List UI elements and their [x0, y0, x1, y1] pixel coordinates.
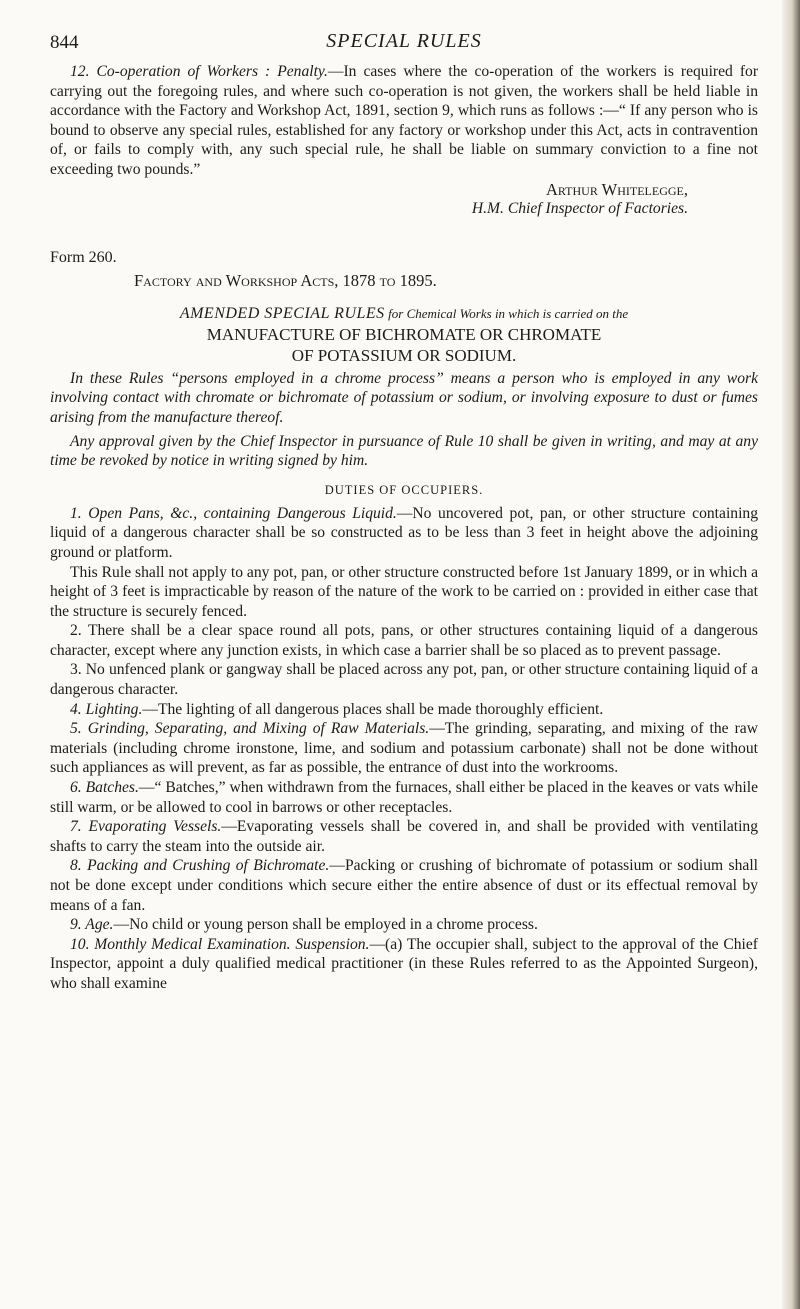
rule-heading: 4. Lighting. — [70, 700, 143, 718]
rule-paragraph — [50, 915, 758, 935]
rule-heading: 8. Packing and Crushing of Bichromate. — [70, 857, 330, 875]
rule-paragraph — [50, 778, 758, 817]
rules-list — [50, 504, 758, 994]
rule-heading: 6. Batches. — [70, 779, 139, 797]
rule-paragraph — [50, 660, 758, 699]
rule-paragraph — [50, 563, 758, 622]
page-header — [50, 0, 758, 62]
amended-title: AMENDED SPECIAL RULES — [179, 304, 385, 322]
acts-heading: Factory and Workshop Acts, 1878 to 1895. — [134, 270, 437, 290]
rule-heading: 9. Age. — [70, 916, 114, 934]
intro-definition: In these Rules “persons employed in a chrome process” means a person who is employed in any work involving contact with chromate or bichromate of potassium or sodium, or involving exposure to dust or fumes arising from the manufacture thereof. — [50, 369, 758, 426]
signature-name: Arthur Whitelegge, — [545, 179, 688, 199]
rule-text: 2. There shall be a clear space round all pots, pans, or other structures containing liquid of a dangerous character, except where any junction exists, in which case a barrier shall be so placed as to prevent passage. — [50, 622, 758, 659]
rule-paragraph — [50, 700, 758, 720]
rule-text: —“ Batches,” when withdrawn from the furnaces, shall either be placed in the keaves or vats while still warm, or be allowed to cool in barrows or other receptacles. — [50, 779, 758, 816]
rule-12-text: —In cases where the co-operation of the workers is required for carrying out the foregoing rules, and where such co-operation is not given, the workers shall be held liable in accordance with the Factory and Workshop Act, 1891, section 9, which runs as follows :—“ If any person who is bound to observe any special rules, established for any factory or workshop under this Act, acts in contravention of, or fails to comply with, any such special rule, he shall be liable on summary conviction to a fine not exceeding two pounds.” — [50, 63, 759, 178]
rule-text: —No uncovered pot, pan, or other structure containing liquid of a dangerous character shall be so constructed as to be less than 3 feet in height above the adjoining ground or platform. — [50, 504, 758, 561]
duties-heading: DUTIES OF OCCUPIERS. — [324, 482, 484, 497]
rule-paragraph — [50, 856, 758, 915]
rule-heading: 7. Evaporating Vessels. — [70, 818, 222, 836]
book-page — [50, 0, 758, 994]
intro-approval: Any approval given by the Chief Inspector in pursuance of Rule 10 shall be given in writing, and may at any time be revoked by notice in writing signed by him. — [50, 432, 758, 470]
rule-12-paragraph — [50, 62, 758, 180]
rule-text: —The grinding, separating, and mixing of the raw materials (including chrome ironstone, lime, and sodium and potassium carbonate) shall not be done without such appliances as will prevent, as far as possible, the entrance of dust into the workrooms. — [50, 720, 758, 777]
rule-12-heading: 12. Co-operation of Workers : Penalty. — [70, 63, 328, 80]
signature-block — [50, 180, 758, 219]
manufacture-title-line-2: OF POTASSIUM OR SODIUM. — [291, 345, 517, 365]
rule-text: 3. No unfenced plank or gangway shall be placed across any pot, pan, or other structure containing liquid of a dangerous character. — [50, 661, 758, 699]
rule-paragraph — [50, 719, 758, 778]
running-head: SPECIAL RULES — [326, 30, 482, 52]
rule-heading: 10. Monthly Medical Examination. Suspension. — [70, 935, 370, 953]
form-number: Form 260. — [50, 248, 117, 266]
rule-text: —The lighting of all dangerous places shall be made thoroughly efficient. — [142, 700, 604, 718]
rule-text: —Evaporating vessels shall be covered in, and shall be provided with ventilating shafts to carry the steam into the outside air. — [50, 818, 758, 855]
amended-subtitle: for Chemical Works in which is carried on the — [388, 305, 629, 321]
page-number: 844 — [50, 32, 79, 53]
rule-text: —Packing or crushing of bichromate of potassium or sodium shall not be done except under conditions which secure either the entire absence of dust or its effectual removal by means of a fan. — [50, 857, 758, 914]
manufacture-title-line-1: MANUFACTURE OF BICHROMATE OR CHROMATE — [206, 324, 602, 344]
rule-paragraph — [50, 935, 758, 994]
rule-paragraph — [50, 621, 758, 660]
rule-paragraph — [50, 817, 758, 856]
amended-rules-heading — [50, 305, 758, 323]
rule-heading: 5. Grinding, Separating, and Mixing of Raw Materials. — [70, 720, 430, 738]
rule-heading: 1. Open Pans, &c., containing Dangerous Liquid. — [70, 504, 397, 522]
rule-text: —(a) The occupier shall, subject to the approval of the Chief Inspector, appoint a duly qualified medical practitioner (in these Rules referred to as the Appointed Surgeon), who shall examine — [50, 935, 758, 992]
rule-paragraph — [50, 504, 758, 563]
page-edge-shadow — [782, 0, 800, 1309]
rule-text: This Rule shall not apply to any pot, pan, or other structure constructed before 1st January 1899, or in which a height of 3 feet is impracticable by reason of the nature of the work to be carried on : provided in either case that the structure is securely fenced. — [50, 563, 758, 620]
rule-text: —No child or young person shall be employed in a chrome process. — [113, 916, 538, 934]
signature-title: H.M. Chief Inspector of Factories. — [471, 200, 688, 218]
